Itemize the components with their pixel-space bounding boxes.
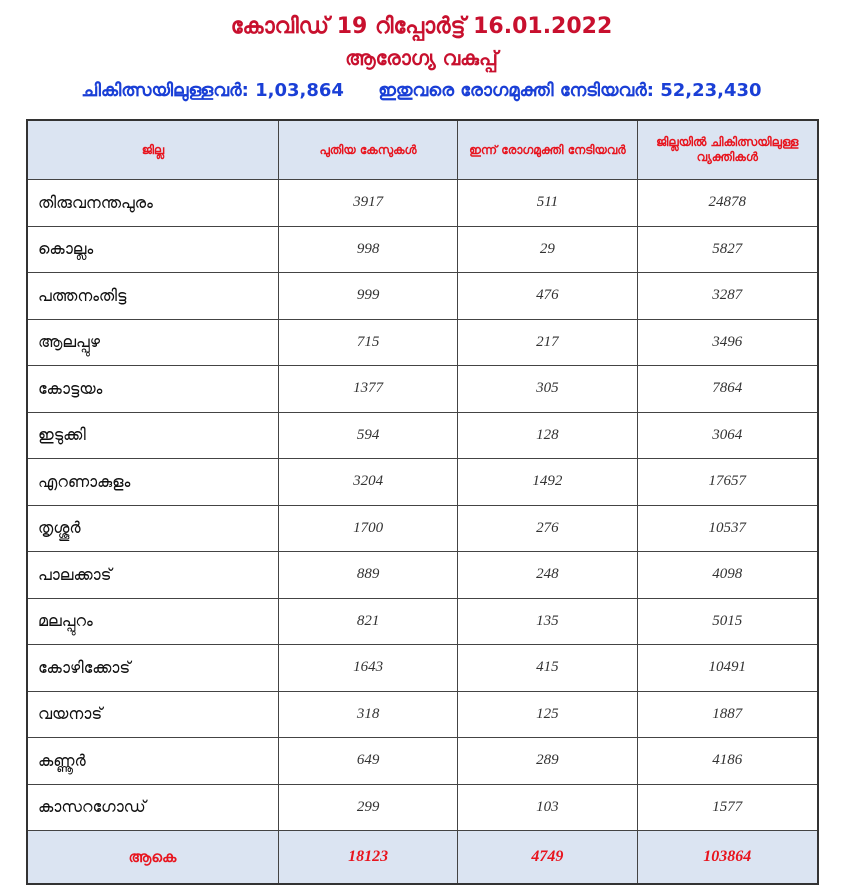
table-row	[27, 738, 818, 785]
under-treatment-cell: 3496	[637, 319, 818, 366]
table-row	[27, 784, 818, 831]
table-row	[27, 645, 818, 692]
under-treatment-cell: 1577	[637, 784, 818, 831]
total-label: ആകെ	[27, 831, 278, 885]
new-cases-cell: 1643	[278, 645, 457, 692]
under-treatment-cell: 10491	[637, 645, 818, 692]
new-cases-cell: 649	[278, 738, 457, 785]
recovered-total: ഇതുവരെ രോഗമുക്തി നേടിയവർ: 52,23,430	[378, 80, 762, 101]
table-row	[27, 691, 818, 738]
district-name: കാസറഗോഡ്	[27, 784, 278, 831]
under-treatment-cell: 10537	[637, 505, 818, 552]
new-cases-cell: 1377	[278, 366, 457, 413]
recovered-today-cell: 276	[458, 505, 637, 552]
new-cases-cell: 3917	[278, 180, 457, 227]
new-cases-cell: 821	[278, 598, 457, 645]
recovered-today-cell: 305	[458, 366, 637, 413]
table-row	[27, 226, 818, 273]
total-under-treatment: 103864	[637, 831, 818, 885]
district-name: തിരുവനന്തപുരം	[27, 180, 278, 227]
recovered-today-cell: 125	[458, 691, 637, 738]
col-under-treatment: ജില്ലയിൽ ചികിത്സയിലുള്ള വ്യക്തികൾ	[637, 120, 818, 180]
col-new-cases: പുതിയ കേസുകൾ	[278, 120, 457, 180]
under-treatment-cell: 3287	[637, 273, 818, 320]
table-row	[27, 459, 818, 506]
col-recovered-today: ഇന്ന് രോഗമുക്തി നേടിയവർ	[458, 120, 637, 180]
district-name: പത്തനംതിട്ട	[27, 273, 278, 320]
total-new-cases: 18123	[278, 831, 457, 885]
total-row	[27, 831, 818, 885]
table-row	[27, 273, 818, 320]
table-row	[27, 366, 818, 413]
district-table	[26, 119, 819, 885]
recovered-today-cell: 476	[458, 273, 637, 320]
under-treatment-cell: 5827	[637, 226, 818, 273]
district-name: കൊല്ലം	[27, 226, 278, 273]
table-row	[27, 319, 818, 366]
under-treatment-cell: 4098	[637, 552, 818, 599]
district-name: ഇടുക്കി	[27, 412, 278, 459]
district-name: പാലക്കാട്	[27, 552, 278, 599]
table-row	[27, 552, 818, 599]
under-treatment-total: ചികിത്സയിലുള്ളവർ: 1,03,864	[81, 80, 344, 101]
new-cases-cell: 999	[278, 273, 457, 320]
district-name: ആലപ്പുഴ	[27, 319, 278, 366]
district-name: കോട്ടയം	[27, 366, 278, 413]
district-name: കോഴിക്കോട്	[27, 645, 278, 692]
under-treatment-cell: 17657	[637, 459, 818, 506]
table-row	[27, 505, 818, 552]
district-name: മലപ്പുറം	[27, 598, 278, 645]
under-treatment-cell: 7864	[637, 366, 818, 413]
summary-line	[0, 80, 843, 101]
total-recovered-today: 4749	[458, 831, 637, 885]
recovered-today-cell: 415	[458, 645, 637, 692]
district-name: വയനാട്	[27, 691, 278, 738]
district-name: തൃശ്ശൂർ	[27, 505, 278, 552]
recovered-today-cell: 248	[458, 552, 637, 599]
table-row	[27, 180, 818, 227]
under-treatment-cell: 5015	[637, 598, 818, 645]
new-cases-cell: 889	[278, 552, 457, 599]
under-treatment-cell: 3064	[637, 412, 818, 459]
under-treatment-cell: 24878	[637, 180, 818, 227]
recovered-today-cell: 103	[458, 784, 637, 831]
recovered-today-cell: 135	[458, 598, 637, 645]
new-cases-cell: 998	[278, 226, 457, 273]
under-treatment-cell: 1887	[637, 691, 818, 738]
table-row	[27, 412, 818, 459]
district-name: എറണാകുളം	[27, 459, 278, 506]
recovered-today-cell: 1492	[458, 459, 637, 506]
under-treatment-cell: 4186	[637, 738, 818, 785]
new-cases-cell: 594	[278, 412, 457, 459]
new-cases-cell: 318	[278, 691, 457, 738]
recovered-today-cell: 128	[458, 412, 637, 459]
col-district: ജില്ല	[27, 120, 278, 180]
department-name: ആരോഗ്യ വകുപ്പ്	[345, 46, 498, 70]
table-row	[27, 598, 818, 645]
recovered-today-cell: 29	[458, 226, 637, 273]
new-cases-cell: 715	[278, 319, 457, 366]
report-title: കോവിഡ് 19 റിപ്പോർട്ട് 16.01.2022	[230, 14, 613, 39]
table-header-row	[27, 120, 818, 180]
district-name: കണ്ണൂർ	[27, 738, 278, 785]
new-cases-cell: 1700	[278, 505, 457, 552]
recovered-today-cell: 217	[458, 319, 637, 366]
recovered-today-cell: 511	[458, 180, 637, 227]
new-cases-cell: 299	[278, 784, 457, 831]
new-cases-cell: 3204	[278, 459, 457, 506]
recovered-today-cell: 289	[458, 738, 637, 785]
